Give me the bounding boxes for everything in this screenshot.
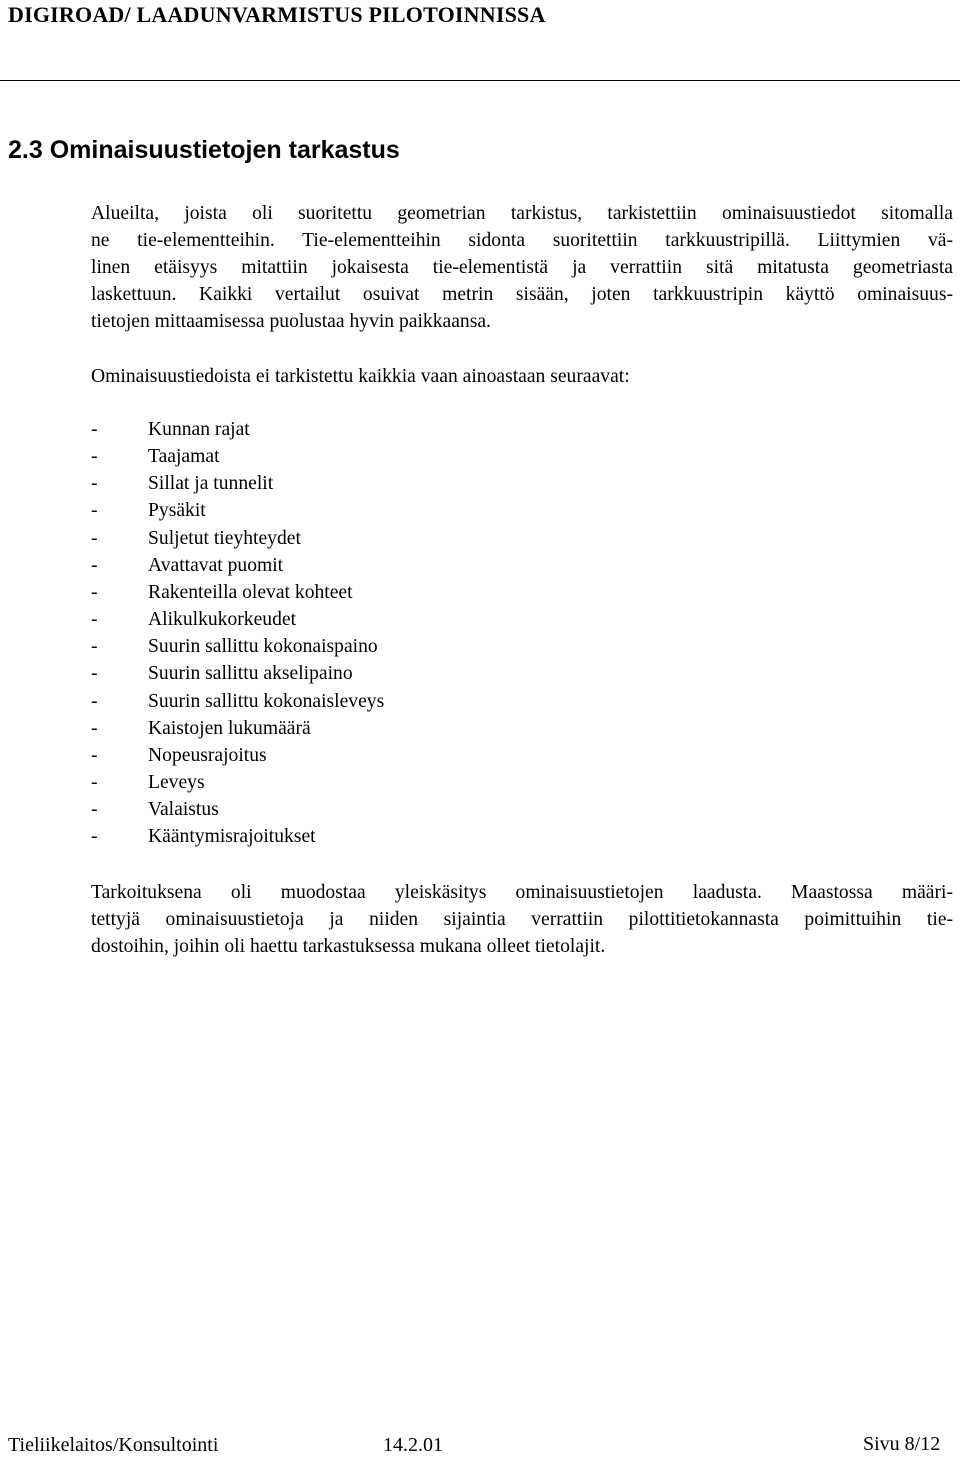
list-item [91,443,384,470]
list-item [91,688,384,715]
list-bullet: - [91,799,98,821]
paragraph-line: dostoihin, joihin oli haettu tarkastuksessa mukana olleet tietolajit. [91,936,606,957]
list-bullet: - [91,826,98,848]
list-item-label: Nopeusrajoitus [148,744,267,766]
paragraph-line: tietojen mittaamisessa puolustaa hyvin paikkaansa. [91,311,491,332]
list-item [91,796,384,823]
list-bullet: - [91,609,98,631]
list-item-label: Suurin sallittu akselipaino [148,663,353,685]
list-bullet: - [91,690,98,712]
list-item-label: Suurin sallittu kokonaisleveys [148,690,385,712]
list-bullet: - [91,636,98,658]
list-item-label: Sillat ja tunnelit [148,473,274,495]
list-item-label: Suurin sallittu kokonaispaino [148,636,378,658]
list-item [91,823,384,850]
list-item-label: Kunnan rajat [148,419,250,440]
section-heading: 2.3 Ominaisuustietojen tarkastus [8,136,400,164]
list-item [91,470,384,497]
list-bullet: - [91,581,98,603]
list-item-label: Avattavat puomit [148,554,284,576]
paragraph-line: linen etäisyys mitattiin jokaisesta tie-elementistä ja verrattiin sitä mitatusta geometriasta [91,257,953,278]
list-item-label: Valaistus [148,799,219,821]
paragraph-line: tettyjä ominaisuustietoja ja niiden sijaintia verrattiin pilottitietokannasta poimittuihin tie- [91,909,953,930]
paragraph-3 [91,879,953,960]
paragraph-1 [91,200,953,335]
footer-date: 14.2.01 [383,1434,443,1456]
list-bullet: - [91,717,98,739]
list-item-label: Kääntymisrajoitukset [148,826,316,848]
paragraph-line: Tarkoituksena oli muodostaa yleiskäsitys ominaisuustietojen laadusta. Maastossa määri- [91,882,953,903]
list-item [91,497,384,524]
header-divider [0,80,960,81]
paragraph-line: Alueilta, joista oli suoritettu geometrian tarkistus, tarkistettiin ominaisuustiedot sitomalla [91,203,953,224]
list-item [91,552,384,579]
footer-organization: Tieliikelaitos/Konsultointi [8,1434,219,1456]
list-bullet: - [91,500,98,522]
list-bullet: - [91,772,98,794]
list-item [91,660,384,687]
list-bullet: - [91,527,98,549]
list-item-label: Pysäkit [148,500,206,522]
list-item [91,633,384,660]
paragraph-line: Ominaisuustiedoista ei tarkistettu kaikkia vaan ainoastaan seuraavat: [91,366,630,387]
attribute-list [91,416,384,851]
list-item [91,742,384,769]
list-item [91,416,384,443]
list-item-label: Suljetut tieyhteydet [148,527,301,549]
footer-page-number: Sivu 8/12 [863,1433,941,1455]
paragraph-2 [91,363,953,390]
list-item [91,715,384,742]
document-header-title: DIGIROAD/ LAADUNVARMISTUS PILOTOINNISSA [8,2,546,27]
list-item-label: Leveys [148,772,205,794]
list-item-label: Alikulkukorkeudet [148,609,297,631]
list-bullet: - [91,473,98,495]
list-bullet: - [91,554,98,576]
list-bullet: - [91,663,98,685]
paragraph-line: ne tie-elementteihin. Tie-elementteihin sidonta suoritettiin tarkkuustripillä. Liittymien vä- [91,230,953,251]
list-bullet: - [91,419,98,440]
list-bullet: - [91,446,98,468]
list-item-label: Taajamat [148,446,220,468]
paragraph-line: laskettuun. Kaikki vertailut osuivat metrin sisään, joten tarkkuustripin käyttö ominaisuus- [91,284,953,305]
list-bullet: - [91,744,98,766]
list-item [91,579,384,606]
list-item-label: Kaistojen lukumäärä [148,717,311,739]
list-item [91,525,384,552]
list-item [91,769,384,796]
list-item [91,606,384,633]
list-item-label: Rakenteilla olevat kohteet [148,581,353,603]
